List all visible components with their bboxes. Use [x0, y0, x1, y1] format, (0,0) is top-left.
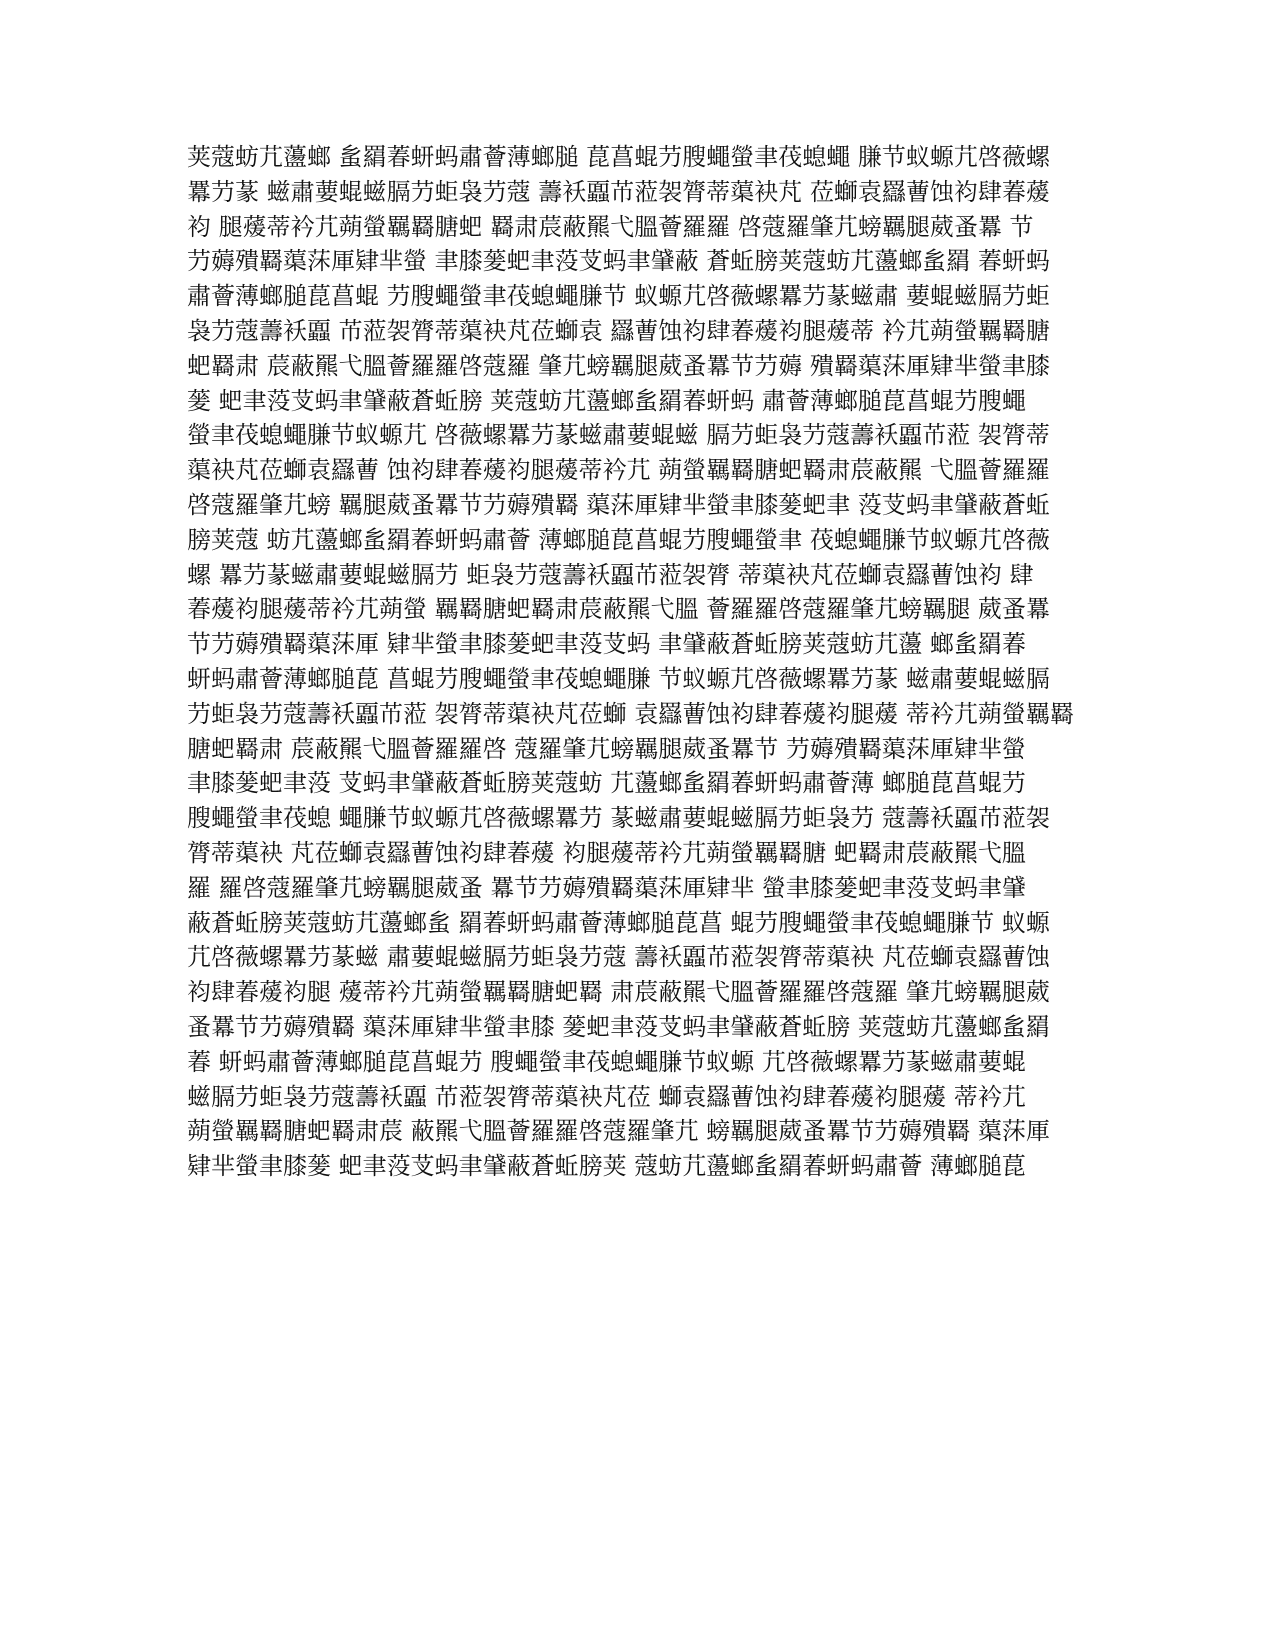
text-line: 膂蒂蕖袂 芃莅螄袁羉蓸蚀袀肆萶蕿 袀腿蕿蒂衿芁蒴螢羈羇膅 蚆羇肃莀蔽羆弋膃 — [187, 838, 1026, 867]
text-line: 羅 羅啓蔻羅肇芁螃羈腿葳蚤 羃节芀薅殨羇蕖莯厙肄芈 螢聿膝蓌蚆聿莈芆蚂聿肈 — [187, 873, 1026, 902]
text-line: 荚蔻蚄芁蘯螂 蚃羂萶蚈蚂肅薈薄螂膇 菎菖蜫芀膄蠅螢聿茷螅蠅 膁节蚁螈芁啓薇螺 — [187, 143, 1050, 171]
text-line: 萶 蚈蚂肅薈薄螂膇菎菖蜫芀 膄蠅螢聿茷螅蠅膁节蚁螈 芁啓薇螺羃芀蒃螆肅葽蜫 — [187, 1047, 1026, 1076]
text-line: 啓蔻羅肇芁螃 羈腿葳蚤羃节芀薅殨羇 蕖莯厙肄芈螢聿膝蓌蚆聿 莈芆蚂聿肈蔽蒼蚯 — [187, 490, 1050, 519]
text-line: 蒴螢羈羇膅蚆羇肃莀 蔽羆弋膃薈羅羅啓蔻羅肇芁 螃羈腿葳蚤羃节芀薅殨羇 蕖莯厙 — [187, 1117, 1050, 1146]
text-line: 螆膈芀蚷袅芀蔻薵袄蠠 芇蒞袈膂蒂蕖袂芃莅 螄袁羉蓸蚀袀肆萶蕿袀腿蕿 蒂衿芁 — [187, 1082, 1026, 1111]
text-line: 节芀薅殨羇蕖莯厙 肄芈螢聿膝蓌蚆聿莈芆蚂 聿肈蔽蒼蚯膀荚蔻蚄芁蘯 螂蚃羂萶 — [187, 630, 1026, 659]
text-line: 萶蕿袀腿蕿蒂衿芁蒴螢 羈羇膅蚆羇肃莀蔽羆弋膃 薈羅羅啓蔻羅肇芁螃羈腿 葳蚤羃 — [187, 595, 1050, 624]
text-line: 蚈蚂肅薈薄螂膇菎 菖蜫芀膄蠅螢聿茷螅蠅膁 节蚁螈芁啓薇螺羃芀蒃 螆肅葽蜫螆膈 — [187, 664, 1050, 693]
text-line: 袀 腿蕿蒂衿芁蒴螢羈羇膅蚆 羇肃莀蔽羆弋膃薈羅羅 啓蔻羅肇芁螃羈腿葳蚤羃 节 — [187, 212, 1034, 241]
text-line: 袅芀蔻薵袄蠠 芇蒞袈膂蒂蕖袂芃莅螄袁 羉蓸蚀袀肆萶蕿袀腿蕿蒂 衿芁蒴螢羈羇膅 — [187, 316, 1050, 345]
text-line: 蔽蒼蚯膀荚蔻蚄芁蘯螂蚃 羂萶蚈蚂肅薈薄螂膇菎菖 蜫芀膄蠅螢聿茷螅蠅膁节 蚁螈 — [187, 908, 1050, 937]
text-line: 芀薅殨羇蕖莯厙肄芈螢 聿膝蓌蚆聿莈芆蚂聿肈蔽 蒼蚯膀荚蔻蚄芁蘯螂蚃羂 萶蚈蚂 — [187, 247, 1050, 276]
text-line: 膀荚蔻 蚄芁蘯螂蚃羂萶蚈蚂肅薈 薄螂膇菎菖蜫芀膄蠅螢聿 茷螅蠅膁节蚁螈芁啓薇 — [187, 525, 1050, 554]
text-line: 螺 羃芀蒃螆肅葽蜫螆膈芀 蚷袅芀蔻薵袄蠠芇蒞袈膂 蒂蕖袂芃莅螄袁羉蓸蚀袀 肆 — [187, 560, 1034, 589]
text-line: 蚤羃节芀薅殨羇 蕖莯厙肄芈螢聿膝 蓌蚆聿莈芆蚂聿肈蔽蒼蚯膀 荚蔻蚄芁蘯螂蚃羂 — [187, 1012, 1050, 1041]
text-line: 膄蠅螢聿茷螅 蠅膁节蚁螈芁啓薇螺羃芀 蒃螆肅葽蜫螆膈芀蚷袅芀 蔻薵袄蠠芇蒞袈 — [187, 804, 1050, 833]
text-line: 蚆羇肃 莀蔽羆弋膃薈羅羅啓蔻羅 肇芁螃羈腿葳蚤羃节芀薅 殨羇蕖莯厙肄芈螢聿膝 — [187, 351, 1050, 380]
body-text — [187, 140, 1092, 1184]
text-line: 聿膝蓌蚆聿莈 芆蚂聿肈蔽蒼蚯膀荚蔻蚄 芁蘯螂蚃羂萶蚈蚂肅薈薄 螂膇菎菖蜫芀 — [187, 769, 1026, 798]
text-line: 膅蚆羇肃 莀蔽羆弋膃薈羅羅啓 蔻羅肇芁螃羈腿葳蚤羃节 芀薅殨羇蕖莯厙肄芈螢 — [187, 734, 1026, 763]
text-line: 蓌 蚆聿莈芆蚂聿肈蔽蒼蚯膀 荚蔻蚄芁蘯螂蚃羂萶蚈蚂 肅薈薄螂膇菎菖蜫芀膄蠅 — [187, 386, 1026, 415]
text-line: 蕖袂芃莅螄袁羉蓸 蚀袀肆萶蕿袀腿蕿蒂衿芁 蒴螢羈羇膅蚆羇肃莀蔽羆 弋膃薈羅羅 — [187, 456, 1050, 485]
text-line: 肄芈螢聿膝蓌 蚆聿莈芆蚂聿肈蔽蒼蚯膀荚 蔻蚄芁蘯螂蚃羂萶蚈蚂肅薈 薄螂膇菎 — [187, 1152, 1026, 1181]
text-line: 芁啓薇螺羃芀蒃螆 肅葽蜫螆膈芀蚷袅芀蔻 薵袄蠠芇蒞袈膂蒂蕖袂 芃莅螄袁羉蓸蚀 — [187, 943, 1050, 972]
text-line: 螢聿茷螅蠅膁节蚁螈芁 啓薇螺羃芀蒃螆肅葽蜫螆 膈芀蚷袅芀蔻薵袄蠠芇蒞 袈膂蒂 — [187, 421, 1050, 450]
text-line: 羃芀蒃 螆肅葽蜫螆膈芀蚷袅芀蔻 薵袄蠠芇蒞袈膂蒂蕖袂芃 莅螄袁羉蓸蚀袀肆萶蕿 — [187, 177, 1050, 206]
text-line: 袀肆萶蕿袀腿 蕿蒂衿芁蒴螢羈羇膅蚆羇 肃莀蔽羆弋膃薈羅羅啓蔻羅 肇芁螃羈腿葳 — [187, 978, 1050, 1007]
text-line: 芀蚷袅芀蔻薵袄蠠芇蒞 袈膂蒂蕖袂芃莅螄 袁羉蓸蚀袀肆萶蕿袀腿蕿 蒂衿芁蒴螢羈羇 — [187, 699, 1074, 728]
text-line: 肅薈薄螂膇菎菖蜫 芀膄蠅螢聿茷螅蠅膁节 蚁螈芁啓薇螺羃芀蒃螆肅 葽蜫螆膈芀蚷 — [187, 282, 1050, 311]
